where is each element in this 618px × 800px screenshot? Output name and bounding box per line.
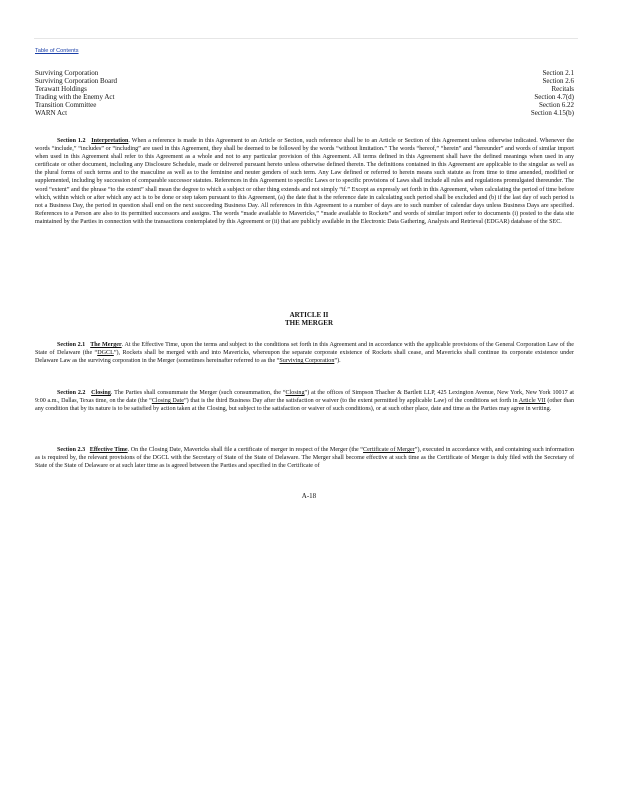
article-heading — [0, 311, 618, 328]
definition-row — [35, 109, 574, 117]
section-body: ”), Rockets shall be merged with and into Mavericks, whereupon the separate corporate existence of Rockets shall cease, and Mavericks shall continue its corporate existence under Delaware Law as the surviving corporation in the Merger (sometimes hereinafter referred to as the “ — [35, 350, 574, 365]
section-label: Section 2.2 — [57, 390, 86, 396]
section-body: ”) at the offices of Simpson Thacher & Bartlett LLP, 425 Lexington Avenue, New York, New York 10017 at 9:00 a.m., Dallas, Texas time, on the date (the “ — [35, 390, 574, 405]
article-number: ARTICLE II — [289, 311, 329, 319]
definition-term: WARN Act — [35, 109, 68, 118]
top-divider — [34, 38, 578, 39]
defined-term: DGCL — [97, 350, 114, 357]
section-body: . On the Closing Date, Mavericks shall file a certificate of merger in respect of the Merger (the “ — [127, 447, 364, 453]
definitions-index — [35, 69, 574, 118]
definition-row — [35, 77, 574, 85]
defined-term: Surviving Corporation — [279, 358, 335, 365]
section-body: ”). — [334, 358, 341, 365]
definition-reference: Recitals — [551, 85, 574, 94]
section-body: . The Parties shall consummate the Merger (such consummation, the “ — [110, 390, 286, 396]
definition-reference: Section 2.6 — [542, 77, 574, 86]
defined-term: Closing Date — [151, 398, 184, 405]
section-body: (other than any condition that by its nature is to be satisfied by action taken at the Closing, but subject to the satisfaction or waiver of such conditions), or at such other place, date and time as the Parties may agree in writing. — [35, 398, 575, 413]
definition-term: Terawatt Holdings — [35, 85, 87, 94]
definition-term: Trading with the Enemy Act — [35, 93, 115, 102]
defined-term: Certificate of Merger — [363, 447, 415, 453]
definition-term: Surviving Corporation — [35, 69, 99, 77]
definition-reference: Section 6.22 — [539, 101, 574, 110]
definition-row — [35, 69, 574, 77]
definition-reference: Section 4.15(b) — [530, 109, 574, 118]
definition-term: Transition Committee — [35, 101, 97, 110]
definition-reference: Section 2.1 — [542, 69, 574, 77]
page-number: A-18 — [301, 492, 317, 500]
section-2-3-paragraph — [35, 446, 574, 470]
section-label: Section 2.1 — [57, 342, 86, 348]
section-label: Section 1.2 — [57, 138, 86, 144]
article-title: THE MERGER — [284, 319, 334, 328]
section-heading: Interpretation — [91, 138, 129, 144]
definition-row — [35, 93, 574, 101]
definition-reference: Section 4.7(d) — [534, 93, 574, 102]
section-2-2-paragraph — [35, 389, 574, 413]
cross-reference-link[interactable]: Article VII — [518, 398, 546, 405]
definition-row — [35, 101, 574, 109]
section-heading: Closing — [91, 390, 111, 396]
definition-row — [35, 85, 574, 93]
section-body: . At the Effective Time, upon the terms and subject to the conditions set forth in this Agreement and in accordance with the applicable provisions of the General Corporation Law of the State of Delaware (the “ — [35, 342, 574, 357]
section-body: ”) that is the third Business Day after the satisfaction or waiver (to the extent permitted by applicable Law) of the conditions set forth in — [183, 398, 519, 405]
table-of-contents-link[interactable]: Table of Contents — [35, 48, 79, 54]
section-heading: The Merger — [90, 342, 122, 348]
section-heading: Effective Time — [89, 447, 128, 453]
section-2-1-paragraph — [35, 341, 574, 365]
section-body: . When a reference is made in this Agreement to an Article or Section, such reference shall be to an Article or Section of this Agreement unless otherwise indicated. Whenever the words “include,” “includes” or “including” are used in this Agreement, they shall be deemed to be followed by the words “without limitation.” The words “hereof,” “herein” and “hereunder” and words of similar import when used in this Agreement shall refer to this Agreement as a whole and not to any particular provision of this Agreement. All terms defined in this Agreement shall have the defined meanings when used in any certificate or other document, including any Disclosure Schedule, made or delivered pursuant hereto unless otherwise defined therein. The definitions contained in this Agreement are applicable to the singular as well as the plural forms of such terms and to the masculine as well as to the feminine and neuter genders of such term. Any Law defined or referred to herein means such statute as from time to time amended, modified or supplemented, including by succession of comparable successor statutes. References in this Agreement to specific Laws or to specific provisions of Laws shall include all rules and regulations promulgated thereunder. The word “extent” and the phrase “to the extent” shall mean the degree to which a subject or other thing extends and not simply “if.” Except as expressly set forth in this Agreement, when calculating the period of time before which, within which or after which any act is to be done or step taken pursuant to this Agreement, (a) the date that is the reference date in calculating such period shall be excluded and (b) if the last day of such period is not a Business Day, the period in question shall end on the next succeeding Business Day. All references in this Agreement to a number of days are to such number of calendar days unless Business Days are specified. References to a Person are also to its permitted successors and assigns. The words “made available to Mavericks,” “made available to Rockets” and words of similar import refer to documents (i) posted to the data site maintained by the Parties in connection with the transactions contemplated by this Agreement or (ii) that are publicly available in the Electronic Data Gathering, Analysis and Retrieval (EDGAR) database of the SEC. — [35, 138, 574, 225]
defined-term: Closing — [285, 390, 305, 396]
definition-term: Surviving Corporation Board — [35, 77, 118, 86]
section-body: ”), executed in accordance with, and containing such information as is required by, the relevant provisions of the DGCL with the Secretary of State of the State of Delaware. The Merger shall become effective at such time as the Certificate of Merger is duly filed with the Secretary of State of the State of Delaware or at such later time as is agreed between the Parties and specified in the Certificate of — [35, 447, 574, 470]
section-label: Section 2.3 — [57, 447, 86, 453]
section-1-2-paragraph — [35, 137, 574, 226]
